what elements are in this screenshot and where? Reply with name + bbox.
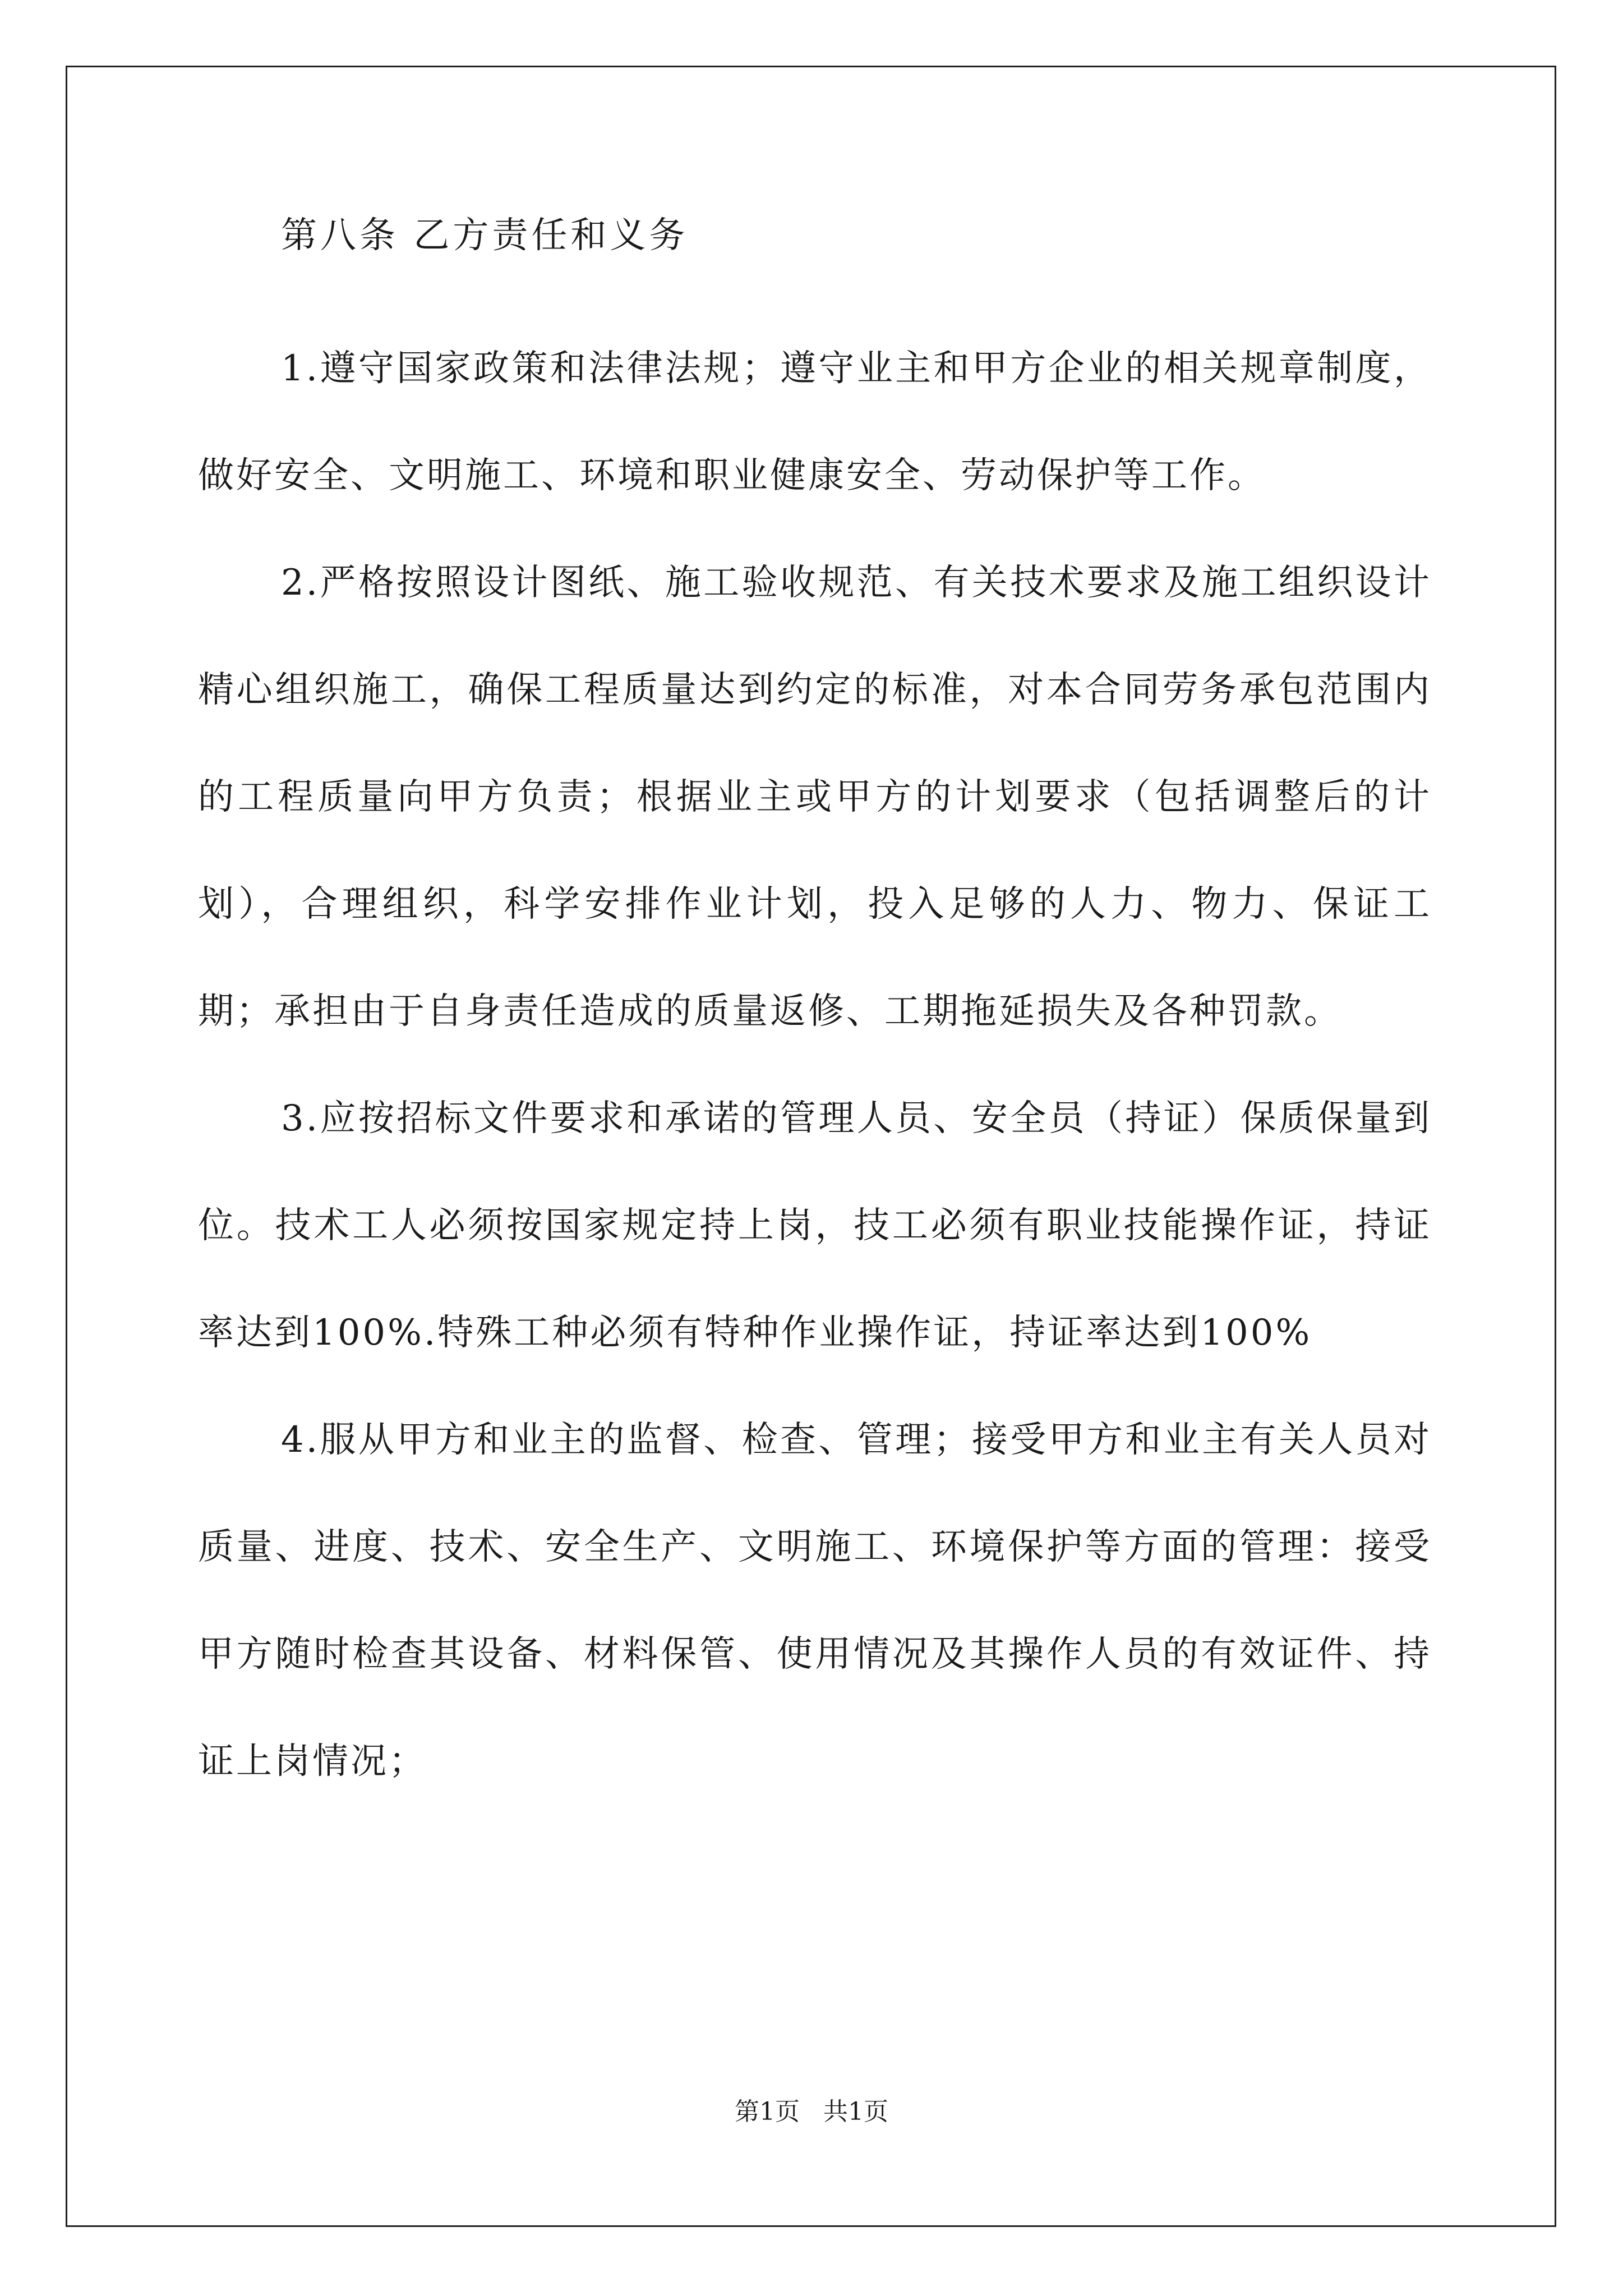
paragraph-3: 3.应按招标文件要求和承诺的管理人员、安全员（持证）保质保量到位。技术工人必须按国家规定持上岗，技工必须有职业技能操作证，持证率达到100%.特殊工种必须有特种作业操作证，持证率达到100% <box>198 1098 1432 1354</box>
paragraph-1: 1.遵守国家政策和法律法规；遵守业主和甲方企业的相关规章制度，做好安全、文明施工、环境和职业健康安全、劳动保护等工作。 <box>198 348 1432 496</box>
article-heading: 第八条 乙方责任和义务 <box>281 215 689 256</box>
document-body <box>198 208 1432 1815</box>
paragraph-2: 2.严格按照设计图纸、施工验收规范、有关技术要求及施工组织设计精心组织施工，确保工程质量达到约定的标准，对本合同劳务承包范围内的工程质量向甲方负责；根据业主或甲方的计划要求（包括调整后的计划），合理组织，科学安排作业计划，投入足够的人力、物力、保证工期；承担由于自身责任造成的质量返修、工期拖延损失及各种罚款。 <box>198 562 1432 1032</box>
page-number-footer: 第1页 共1页 <box>735 2097 888 2126</box>
paragraph-4: 4.服从甲方和业主的监督、检查、管理；接受甲方和业主有关人员对质量、进度、技术、安全生产、文明施工、环境保护等方面的管理：接受甲方随时检查其设备、材料保管、使用情况及其操作人员的有效证件、持证上岗情况； <box>198 1419 1432 1782</box>
